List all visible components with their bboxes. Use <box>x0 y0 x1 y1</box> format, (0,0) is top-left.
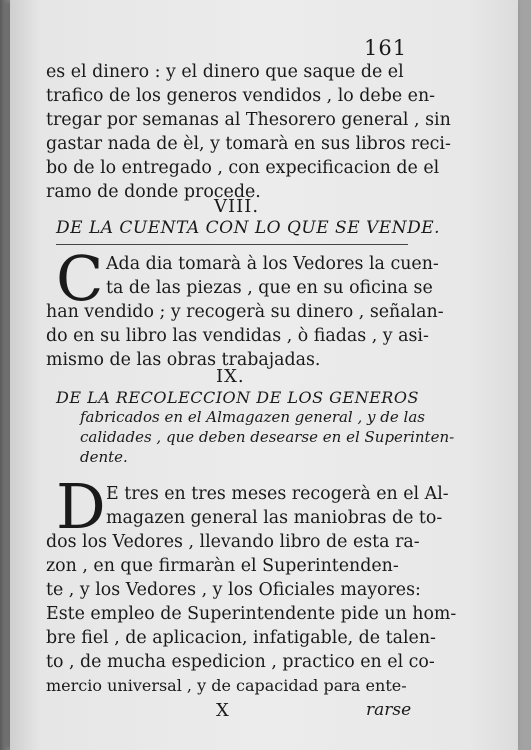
section-subtitle-line: dente. <box>80 448 128 466</box>
book-page <box>10 0 518 750</box>
catchword: rarse <box>366 700 412 720</box>
section-number-9: IX. <box>216 366 245 387</box>
text-line: Ada dia tomarà à los Vedores la cuen- <box>106 254 439 274</box>
section-subtitle-line: calidades , que deben desearse en el Superinten- <box>80 428 455 446</box>
divider-rule <box>56 244 408 245</box>
text-line: ramo de donde procede. <box>46 182 261 202</box>
text-line: mercio universal , y de capacidad para ente- <box>46 676 407 695</box>
signature-mark: X <box>216 700 229 721</box>
text-line: Este empleo de Superintendente pide un hom- <box>46 604 457 624</box>
drop-cap: C <box>56 242 104 315</box>
text-line: trafico de los generos vendidos , lo debe en- <box>46 86 436 106</box>
text-line: zon , en que firmaràn el Superintenden- <box>46 556 399 576</box>
text-line: E tres en tres meses recogerà en el Al- <box>106 484 449 504</box>
text-line: do en su libro las vendidas , ò fiadas , y asi- <box>46 326 429 346</box>
text-line: magazen general las maniobras de to- <box>106 508 443 528</box>
text-line: dos los Vedores , llevando libro de esta ra- <box>46 532 420 552</box>
section-number-8: VIII. <box>214 196 260 217</box>
text-line: mismo de las obras trabajadas. <box>46 350 321 370</box>
section-subtitle-line: fabricados en el Almagazen general , y de las <box>80 408 425 426</box>
book-spine-shadow <box>0 0 10 750</box>
section-title-9: DE LA RECOLECCION DE LOS GENEROS <box>56 388 419 407</box>
text-line: gastar nada de èl, y tomarà en sus libros reci- <box>46 134 451 154</box>
text-line: bo de lo entregado , con expecificacion de el <box>46 158 440 178</box>
text-line: bre fiel , de aplicacion, infatigable, de talen- <box>46 628 436 648</box>
page-number: 161 <box>364 36 408 60</box>
text-line: te , y los Vedores , y los Oficiales mayores: <box>46 580 421 600</box>
text-line: to , de mucha espedicion , practico en el co- <box>46 652 435 672</box>
section-title-8: DE LA CUENTA CON LO QUE SE VENDE. <box>56 218 441 238</box>
drop-cap: D <box>56 470 106 543</box>
text-line: es el dinero : y el dinero que saque de el <box>46 62 404 82</box>
text-line: han vendido ; y recogerà su dinero , señalan- <box>46 302 444 322</box>
text-line: tregar por semanas al Thesorero general , sin <box>46 110 451 130</box>
text-line: ta de las piezas , que en su oficina se <box>106 278 433 298</box>
